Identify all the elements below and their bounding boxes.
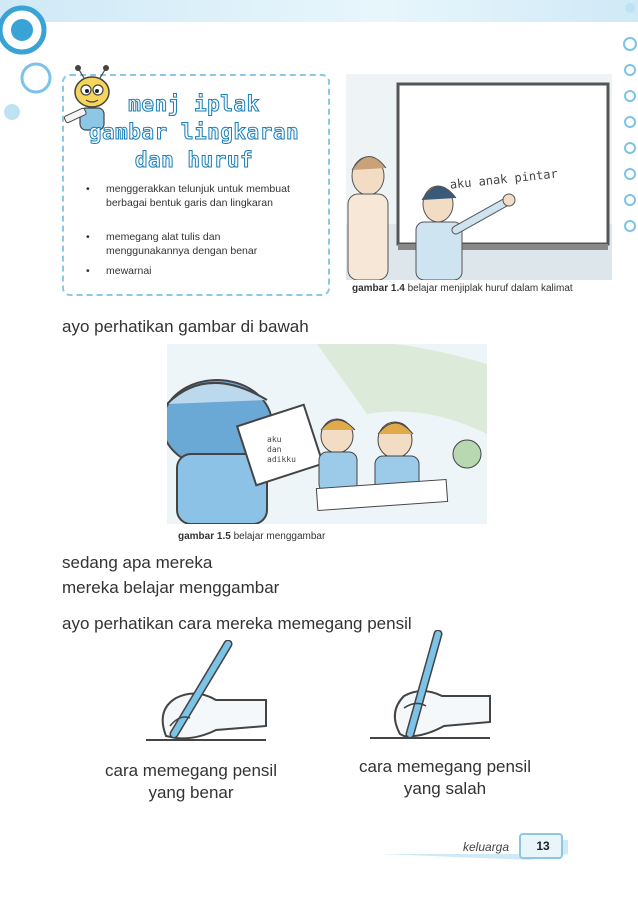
footer-section-label: keluarga	[463, 840, 510, 854]
instruction-text: ayo perhatikan cara mereka memegang pensil	[62, 614, 412, 633]
paper-text-3: adikku	[267, 455, 296, 464]
wrong-grip-caption	[334, 756, 556, 800]
wrong-pencil-grip-illustration	[360, 630, 500, 750]
paper-text-1: aku	[267, 435, 282, 444]
correct-pencil-grip-illustration	[136, 640, 276, 750]
children-drawing-illustration	[167, 344, 487, 524]
goal-item-text: menggerakkan telunjuk untuk membuat berbagai bentuk garis dan lingkaran	[106, 183, 290, 209]
correct-grip-caption-line-2: yang benar	[148, 783, 234, 802]
intro-text: ayo perhatikan gambar di bawah	[62, 317, 309, 336]
answer-text: mereka belajar menggambar	[62, 578, 280, 597]
figure-1-5-label: gambar 1.5	[178, 531, 231, 542]
top-decorative-band	[0, 0, 638, 22]
box-title-line-2: gambar lingkaran	[88, 120, 300, 144]
paper-text-2: dan	[267, 445, 282, 454]
board-text: aku anak pintar	[449, 166, 559, 192]
figure-1-4-label: gambar 1.4	[352, 283, 405, 294]
bullet-icon: •	[86, 183, 90, 195]
box-title-line-3: dan huruf	[134, 148, 254, 172]
bullet-icon: •	[86, 265, 90, 277]
figure-1-4-caption-text: belajar menjiplak huruf dalam kalimat	[404, 283, 573, 294]
figure-1-5-caption-text: belajar menggambar	[230, 531, 326, 542]
bullet-icon: •	[86, 231, 90, 243]
goal-item-text: memegang alat tulis dan menggunakannya dengan benar	[106, 231, 258, 257]
wrong-grip-caption-line-2: yang salah	[403, 779, 487, 798]
figure-1-4-caption	[352, 282, 602, 295]
box-title-line-1: menj iplak	[128, 92, 260, 116]
goal-item-text: mewarnai	[106, 265, 152, 277]
figure-1-5-caption	[178, 530, 418, 543]
correct-grip-caption-line-1: cara memegang pensil	[105, 761, 277, 780]
wrong-grip-caption-line-1: cara memegang pensil	[359, 757, 531, 776]
page-number: 13	[536, 839, 550, 853]
correct-grip-caption	[80, 760, 302, 804]
question-text: sedang apa mereka	[62, 553, 213, 572]
whiteboard-illustration	[346, 74, 612, 280]
